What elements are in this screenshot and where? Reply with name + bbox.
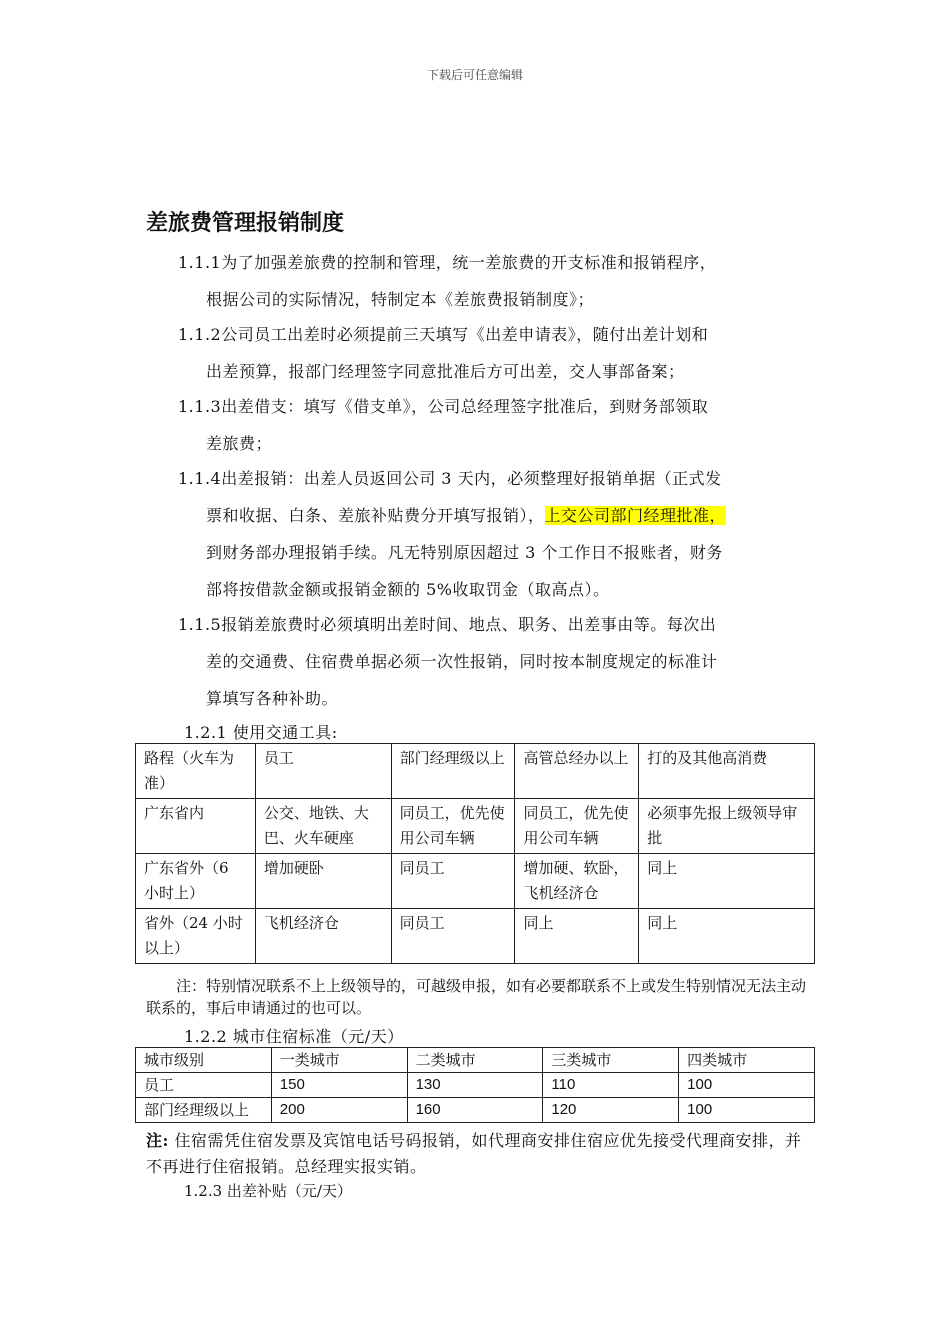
- table-cell: 同员工，优先使用公司车辆: [391, 799, 515, 854]
- table-header-cell: 三类城市: [543, 1048, 679, 1073]
- table-header-row: [136, 1048, 815, 1073]
- table-row: [136, 909, 815, 964]
- table-header-cell: 打的及其他高消费: [639, 744, 815, 799]
- table-cell: 飞机经济仓: [255, 909, 391, 964]
- table-cell: 120: [543, 1098, 679, 1123]
- clause-text: 票和收据、白条、差旅补贴费分开填写报销），: [206, 506, 545, 525]
- table-cell: 同员工: [391, 854, 515, 909]
- table-header-cell: 员工: [255, 744, 391, 799]
- clause-113: [178, 388, 818, 462]
- table-cell: 公交、地铁、大巴、火车硬座: [255, 799, 391, 854]
- clause-line: [178, 497, 838, 534]
- table-cell: 同员工: [391, 909, 515, 964]
- page-title: 差旅费管理报销制度: [146, 211, 345, 236]
- table-cell: 110: [543, 1073, 679, 1098]
- note-label: 注:: [146, 1131, 169, 1150]
- table-cell: 160: [407, 1098, 543, 1123]
- clause-text: 算填写各种补助。: [206, 689, 339, 708]
- clause-115: [178, 606, 818, 717]
- table-row: [136, 799, 815, 854]
- clause-number: 1.1.5: [178, 615, 222, 634]
- section-heading-121: 1.2.1 使用交通工具:: [184, 723, 338, 742]
- table-header-cell: 四类城市: [679, 1048, 815, 1073]
- clause-text: 差旅费；: [206, 434, 273, 453]
- note-text: 住宿需凭住宿发票及宾馆电话号码报销，如代理商安排住宿应优先接受代理商安排，并不再进行住宿报销。总经理实报实销。: [146, 1131, 802, 1176]
- lodging-note: [146, 1128, 816, 1180]
- table-cell: 100: [679, 1073, 815, 1098]
- clause-text: 出差预算，报部门经理签字同意批准后方可出差，交人事部备案；: [206, 362, 685, 381]
- table-cell: 必须事先报上级领导审批: [639, 799, 815, 854]
- table-cell: 部门经理级以上: [136, 1098, 272, 1123]
- clause-number: 1.1.4: [178, 469, 222, 488]
- lodging-table: [135, 1047, 815, 1123]
- table-header-cell: 部门经理级以上: [391, 744, 515, 799]
- header-note: 下载后可任意编辑: [426, 68, 523, 82]
- table-cell: 省外（24 小时以上）: [136, 909, 256, 964]
- table-row: [136, 854, 815, 909]
- table-cell: 员工: [136, 1073, 272, 1098]
- transport-note: 注：特别情况联系不上上级领导的，可越级申报，如有必要都联系不上或发生特别情况无法主动联系的，事后申请通过的也可以。: [146, 977, 807, 1017]
- highlighted-text: 上交公司部门经理批准，: [544, 506, 727, 525]
- clause-112: [178, 316, 818, 390]
- table-header-row: [136, 744, 815, 799]
- table-cell: 同员工，优先使用公司车辆: [515, 799, 639, 854]
- clause-number: 1.1.3: [178, 397, 222, 416]
- clause-text: 出差报销：出差人员返回公司 3 天内，必须整理好报销单据（正式发: [221, 469, 722, 488]
- clause-number: 1.1.1: [178, 253, 222, 272]
- table-cell: 150: [271, 1073, 407, 1098]
- table-cell: 增加硬卧: [255, 854, 391, 909]
- transport-table: [135, 743, 815, 964]
- clause-text: 差的交通费、住宿费单据必须一次性报销，同时按本制度规定的标准计: [206, 652, 718, 671]
- table-cell: 100: [679, 1098, 815, 1123]
- table-header-cell: 一类城市: [271, 1048, 407, 1073]
- clause-text: 部将按借款金额或报销金额的 5%收取罚金（取高点）。: [206, 580, 610, 599]
- table-cell: 广东省外（6 小时上）: [136, 854, 256, 909]
- clause-text: 公司员工出差时必须提前三天填写《出差申请表》，随付出差计划和: [221, 325, 709, 344]
- table-row: [136, 1098, 815, 1123]
- section-heading-122: 1.2.2 城市住宿标准（元/天）: [184, 1027, 404, 1046]
- table-header-cell: 二类城市: [407, 1048, 543, 1073]
- clause-number: 1.1.2: [178, 325, 222, 344]
- table-cell: 同上: [639, 854, 815, 909]
- table-header-cell: 城市级别: [136, 1048, 272, 1073]
- table-cell: 130: [407, 1073, 543, 1098]
- clause-text: 为了加强差旅费的控制和管理，统一差旅费的开支标准和报销程序，: [221, 253, 717, 272]
- clause-text: 到财务部办理报销手续。凡无特别原因超过 3 个工作日不报账者，财务: [206, 543, 723, 562]
- clause-114: [178, 460, 838, 608]
- section-heading-123: 1.2.3 出差补贴（元/天）: [184, 1182, 352, 1200]
- table-header-cell: 高管总经办以上: [515, 744, 639, 799]
- table-row: [136, 1073, 815, 1098]
- clause-text: 报销差旅费时必须填明出差时间、地点、职务、出差事由等。每次出: [221, 615, 717, 634]
- clause-111: [178, 244, 818, 318]
- table-cell: 广东省内: [136, 799, 256, 854]
- table-cell: 增加硬、软卧，飞机经济仓: [515, 854, 639, 909]
- table-cell: 同上: [639, 909, 815, 964]
- table-cell: 同上: [515, 909, 639, 964]
- clause-text: 出差借支：填写《借支单》，公司总经理签字批准后，到财务部领取: [221, 397, 709, 416]
- clause-text: 根据公司的实际情况，特制定本《差旅费报销制度》；: [206, 290, 595, 309]
- table-cell: 200: [271, 1098, 407, 1123]
- table-header-cell: 路程（火车为准）: [136, 744, 256, 799]
